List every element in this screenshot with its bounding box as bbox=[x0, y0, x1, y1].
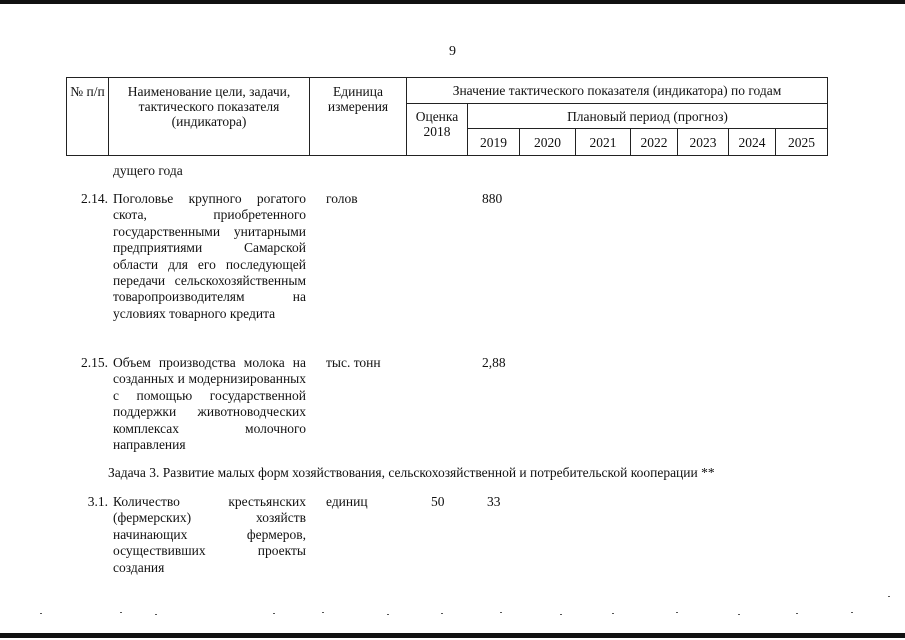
scan-top-border bbox=[0, 0, 905, 4]
indicator-unit: голов bbox=[326, 191, 358, 206]
row-number: 3.1. bbox=[87, 494, 108, 509]
row-number: 2.15. bbox=[81, 355, 108, 370]
header-col-plan: Плановый период (прогноз) bbox=[468, 104, 828, 129]
continuation-text: дущего года bbox=[113, 163, 183, 178]
value-2019: 33 bbox=[487, 494, 501, 509]
header-year: 2021 bbox=[576, 129, 631, 156]
header-col-number: № п/п bbox=[67, 78, 109, 156]
estimate-2018: 50 bbox=[431, 494, 445, 509]
header-year: 2019 bbox=[468, 129, 520, 156]
indicator-name: Количество крестьянских (фермерских) хозяйств начинающих фермеров, осуществивших проекты создания bbox=[113, 494, 306, 575]
scan-noise bbox=[0, 610, 905, 628]
header-year: 2025 bbox=[776, 129, 828, 156]
header-col-name: Наименование цели, задачи, тактического показателя (индикатора) bbox=[109, 78, 310, 156]
scan-bottom-border bbox=[0, 633, 905, 638]
indicator-unit: тыс. тонн bbox=[326, 355, 381, 370]
header-year: 2024 bbox=[729, 129, 776, 156]
value-2019: 880 bbox=[482, 191, 503, 206]
value-2019: 2,88 bbox=[482, 355, 506, 370]
header-col-estimate: Оценка 2018 bbox=[407, 104, 468, 156]
indicator-name: Поголовье крупного рогатого скота, приобретенного государственными унитарными предприятиями Самарской области для его последующей передачи сельскохозяйственным товаропроизводителям на условиях товарного кредита bbox=[113, 191, 306, 321]
header-year: 2022 bbox=[631, 129, 678, 156]
header-year: 2020 bbox=[520, 129, 576, 156]
indicator-unit: единиц bbox=[326, 494, 368, 509]
indicator-table-header bbox=[66, 77, 828, 156]
page-number: 9 bbox=[449, 44, 456, 59]
header-col-values: Значение тактического показателя (индикатора) по годам bbox=[407, 78, 828, 104]
indicator-name: Объем производства молока на созданных и модернизированных с помощью государственной поддержки животноводческих комплексах молочного направления bbox=[113, 355, 306, 453]
header-col-unit: Единица измерения bbox=[310, 78, 407, 156]
task-heading: Задача 3. Развитие малых форм хозяйствования, сельскохозяйственной и потребительской кооперации ** bbox=[108, 465, 715, 480]
row-number: 2.14. bbox=[81, 191, 108, 206]
header-year: 2023 bbox=[678, 129, 729, 156]
